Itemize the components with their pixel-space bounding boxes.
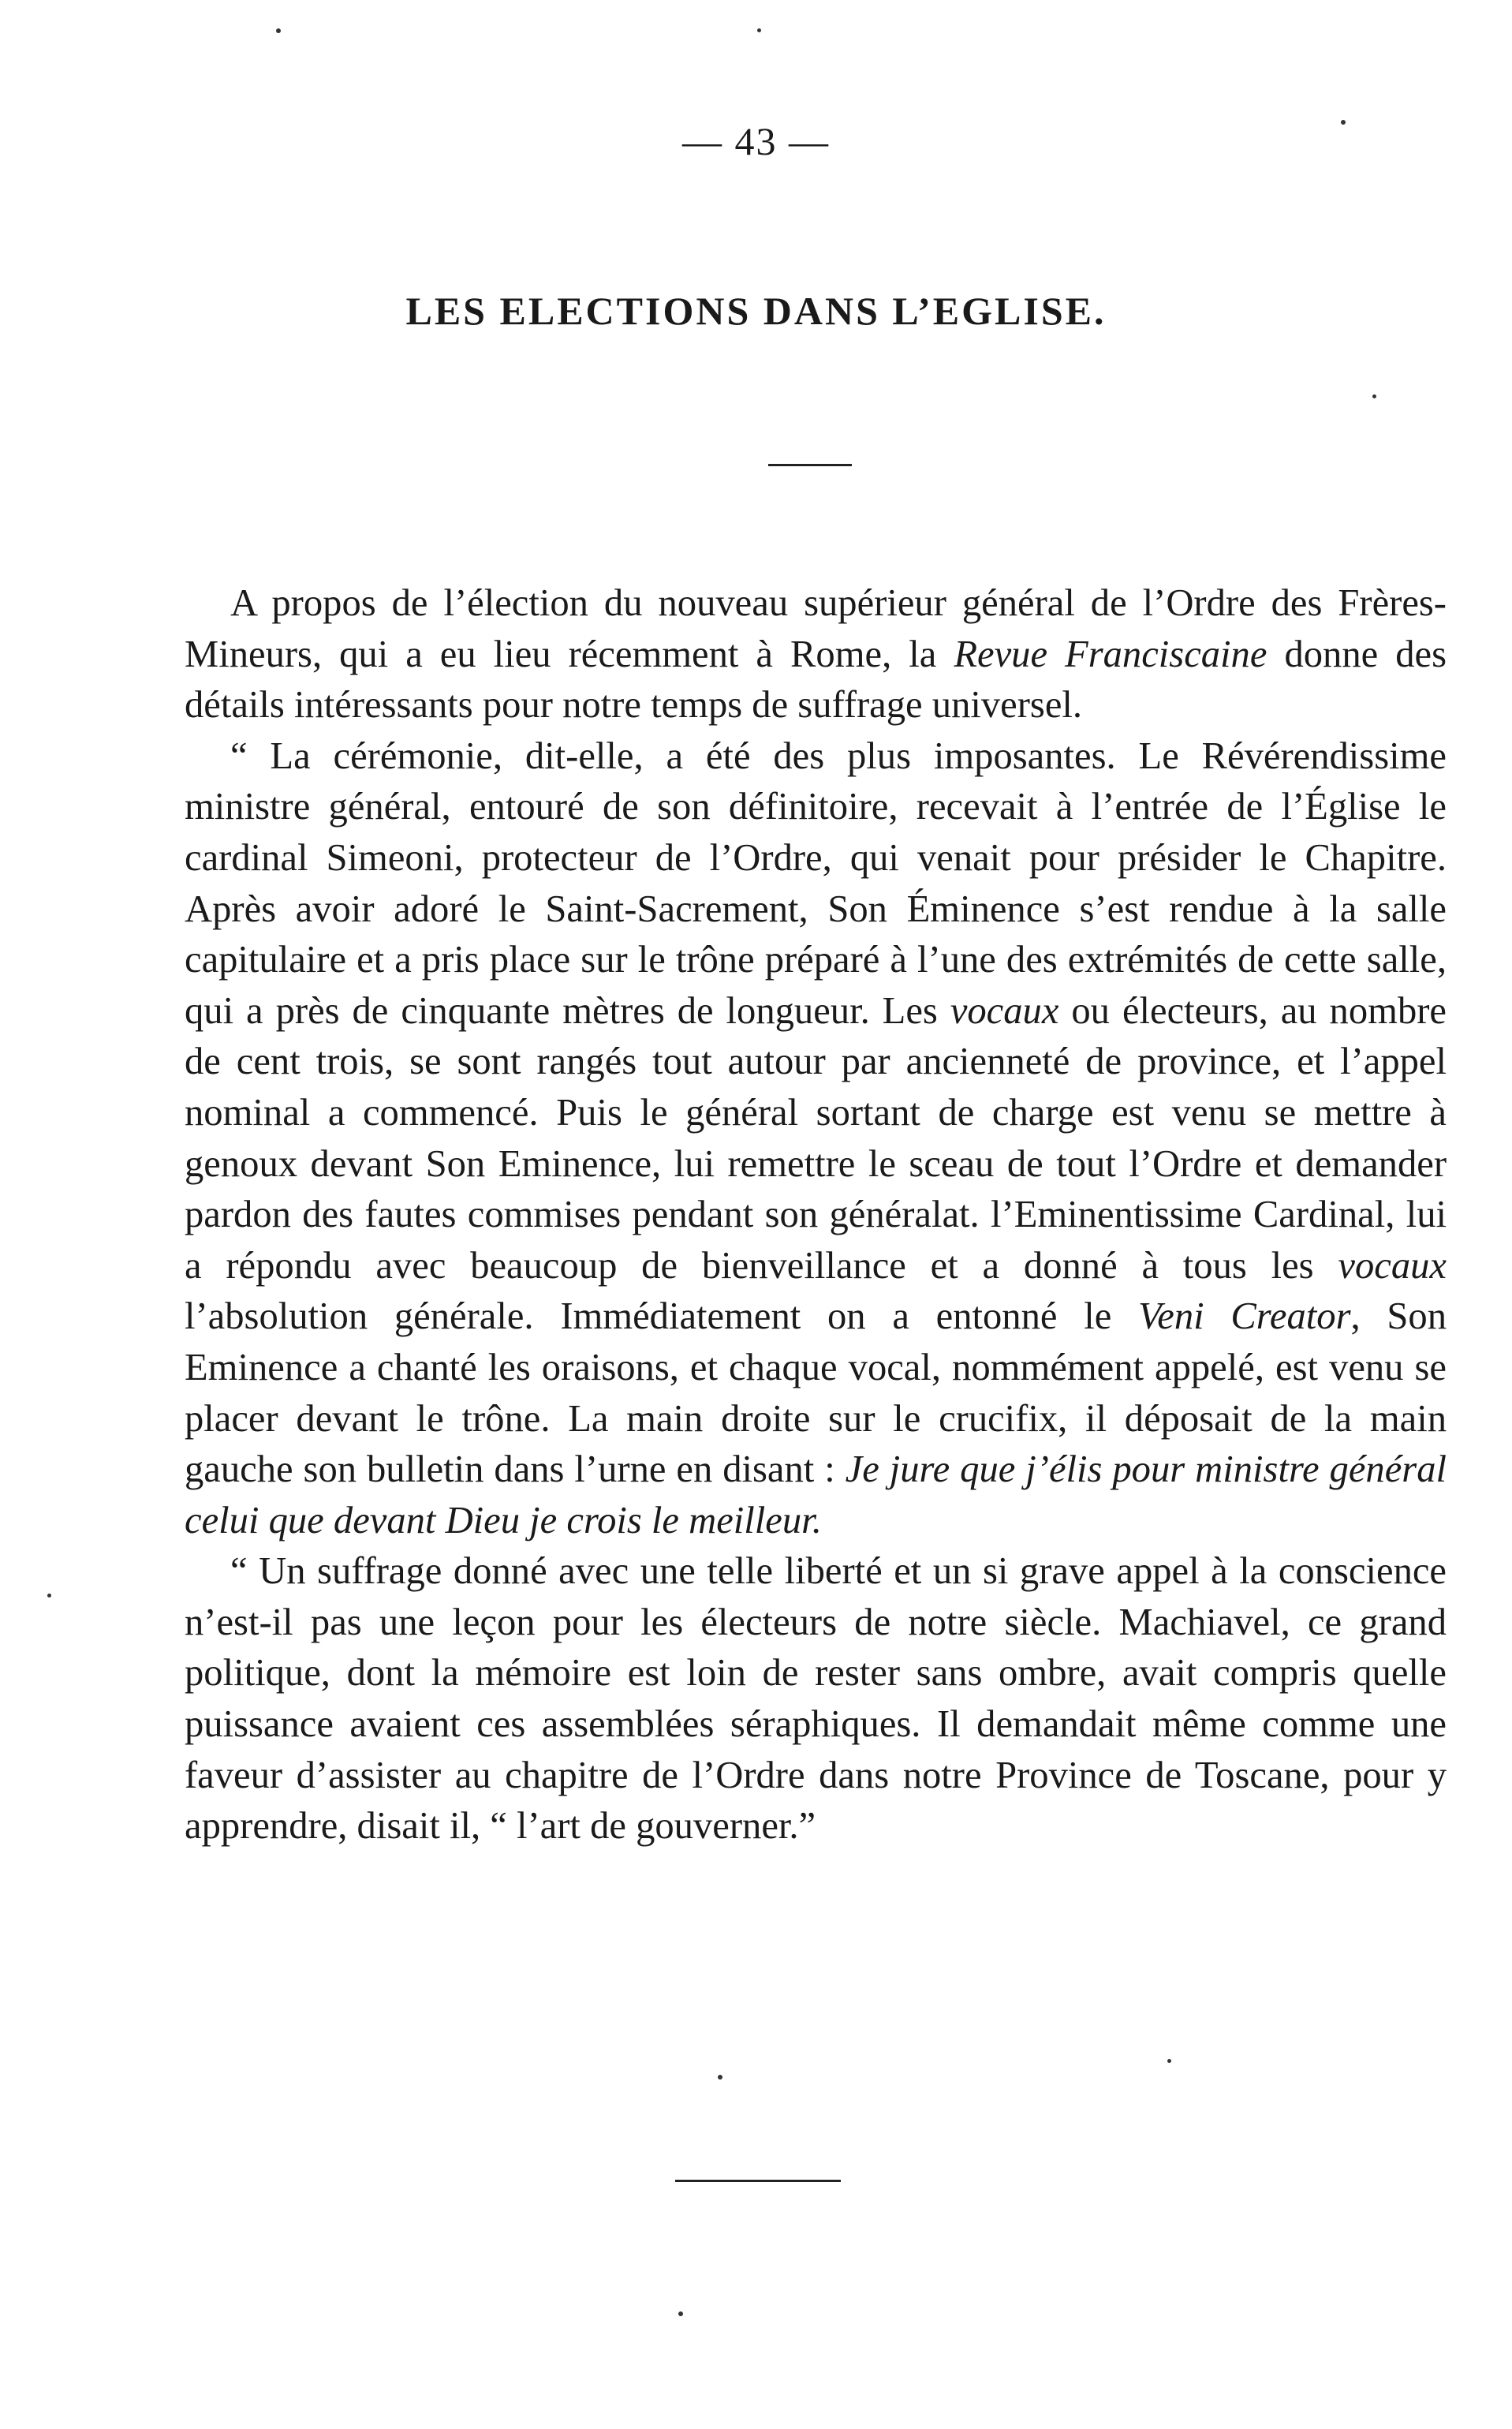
- paragraph-3: [185, 1545, 1447, 1852]
- paragraph-1: [185, 577, 1447, 731]
- paragraph-1-text-a: A propos de l’élection du nouveau supérieur général de l’Ordre des Frères-Mineurs, qui a eu lieu récemment à Rome, la: [185, 581, 1447, 675]
- paragraph-1-text-b: donne des détails intéressants pour notre temps de suffrage universel.: [185, 632, 1447, 727]
- paragraph-2-text-c: l’absolution générale. Immédiatement on a entonné le: [185, 1295, 1138, 1338]
- scan-speck: [1372, 394, 1376, 398]
- paragraph-2-italic-veni-creator: Veni Creator: [1138, 1295, 1351, 1338]
- paragraph-2-italic-vocaux-2: vocaux: [1338, 1243, 1447, 1287]
- paragraph-2: [185, 731, 1447, 1546]
- scan-speck: [757, 28, 761, 32]
- paragraph-1-italic-revue: Revue Franciscaine: [954, 632, 1267, 675]
- paragraph-3-text: “ Un suffrage donné avec une telle liberté et un si grave appel à la conscience n’est-il pas une leçon pour les électeurs de notre siècle. Machiavel, ce grand politique, dont la mémoire est loin de rester sans ombre, avait compris quelle puissance avaient ces assemblées séraphiques. Il demandait même comme une faveur d’assister au chapitre de l’Ordre dans notre Province de Toscane, pour y apprendre, disait il, “ l’art de gouverner.”: [185, 1549, 1447, 1848]
- article-body: [185, 577, 1447, 1852]
- scan-speck: [718, 2075, 722, 2080]
- scan-speck: [678, 2311, 683, 2316]
- scan-speck: [1341, 120, 1346, 125]
- paragraph-2-italic-oath: Je jure que j’élis pour ministre général celui que devant Dieu je crois le meilleur.: [185, 1448, 1447, 1541]
- scan-speck: [47, 1594, 51, 1598]
- paragraph-2-text-b: ou électeurs, au nombre de cent trois, se sont rangés tout autour par ancienneté de province, et l’appel nominal a commencé. Puis le général sortant de charge est venu se mettre à genoux devant Son Eminence, lui remettre le sceau de tout l’Ordre et demander pardon des fautes commises pendant son généralat. l’Eminentissime Cardinal, lui a répondu avec beaucoup de bienveillance et a donné à tous les: [185, 988, 1447, 1287]
- title-divider: [768, 464, 852, 466]
- scan-speck: [1167, 2059, 1171, 2063]
- page-number: — 43 —: [682, 119, 830, 163]
- article-title: LES ELECTIONS DANS L’EGLISE.: [405, 289, 1107, 333]
- paragraph-2-text-d: , Son Eminence a chanté les oraisons, et chaque vocal, nommément appelé, est venu se placer devant le trône. La main droite sur le crucifix, il déposait de la main gauche son bulletin dans l’urne en disant :: [185, 1295, 1447, 1491]
- paragraph-2-text-a: “ La cérémonie, dit-elle, a été des plus imposantes. Le Révérendissime ministre général, entouré de son définitoire, recevait à l’entrée de l’Église le cardinal Simeoni, protecteur de l’Ordre, qui venait pour présider le Chapitre. Après avoir adoré le Saint-Sacrement, Son Éminence s’est rendue à la salle capitulaire et a pris place sur le trône préparé à l’une des extrémités de cette salle, qui a près de cinquante mètres de longueur. Les: [185, 734, 1447, 1032]
- end-divider: [675, 2180, 841, 2182]
- scan-speck: [276, 28, 281, 33]
- paragraph-2-italic-vocaux-1: vocaux: [950, 988, 1059, 1032]
